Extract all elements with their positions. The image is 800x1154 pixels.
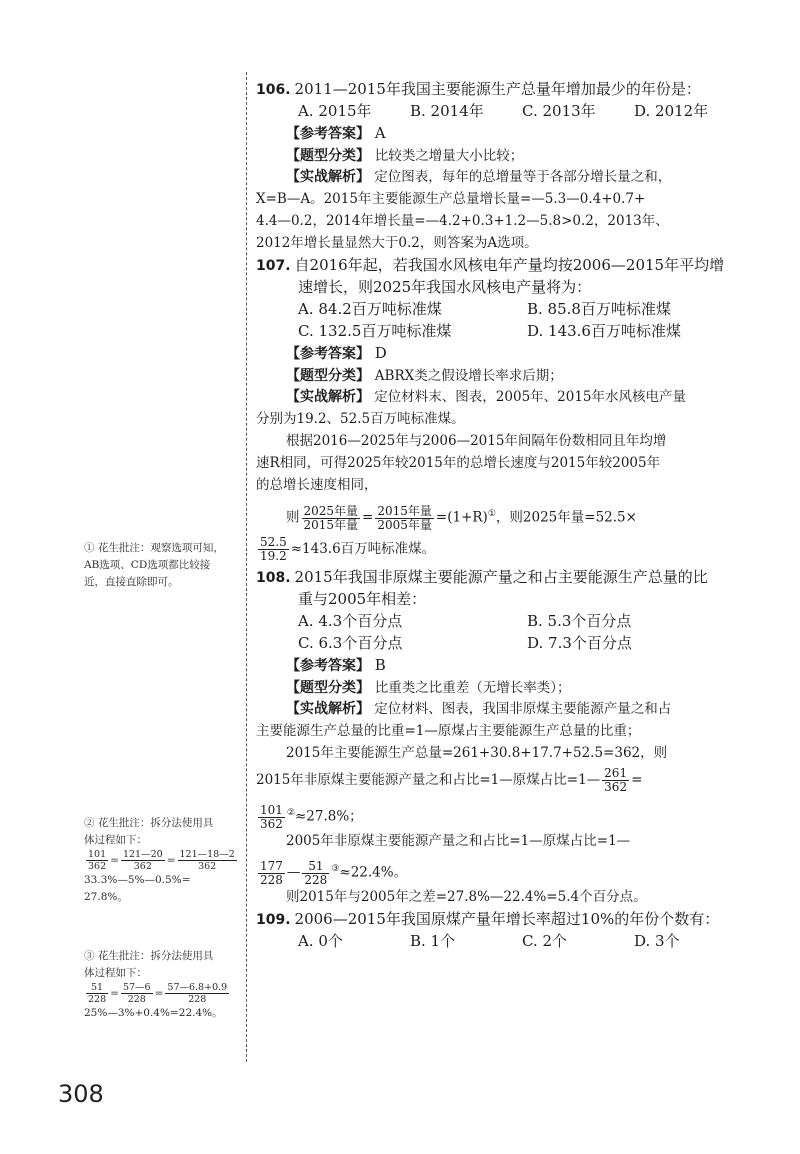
analysis-line: 的总增长速度相同， <box>256 477 378 493</box>
note-formula: $\frac{101}{362}$ = $\frac{121—20}{362}$ = $\frac{121—18—2}{362}$ <box>88 849 235 872</box>
question-106-options <box>256 100 756 122</box>
note-formula: $\frac{51}{228}$ = $\frac{57—6}{228}$ = $\frac{57—6.8+0.9}{228}$ <box>88 982 228 1005</box>
option: D. 3个 <box>634 932 680 950</box>
note-line: AB选项、CD选项都比较接 <box>84 559 211 571</box>
fraction: $\frac{57—6}{228}$ <box>122 982 151 1005</box>
option: C. 2个 <box>522 932 568 950</box>
note-line: ③ 花生批注：拆分法使用具 <box>84 950 214 962</box>
question-107-stem-cont: 速增长，则2025年我国水风核电产量将为： <box>298 278 592 296</box>
option: B. 5.3个百分点 <box>527 612 632 630</box>
fraction: $\frac{\text{2025年量}}{\text{2015年量}}$ <box>303 503 359 532</box>
formula-row: $\frac{101}{362}$ ②≈27.8%； <box>260 802 363 831</box>
option: A. 4.3个百分点 <box>298 612 403 630</box>
formula-row: 则 $\frac{\text{2025年量}}{\text{2015年量}}$ = $\frac{\text{2015年量}}{\text{2005年量}}$ =(1+R)①，则2025年量=52.5× <box>286 503 637 532</box>
option: A. 2015年 <box>298 102 372 120</box>
fraction: $\frac{57—6.8+0.9}{228}$ <box>167 982 228 1005</box>
option: A. 0个 <box>298 932 343 950</box>
analysis-line: 速R相同，可得2025年较2015年的总增长速度与2015年较2005年 <box>256 455 661 471</box>
analysis-line: X=B—A。2015年主要能源生产总量增长量=—5.3—0.4+0.7+ <box>256 191 646 207</box>
option: B. 2014年 <box>410 102 484 120</box>
answer-row: 【参考答案】 D <box>286 344 387 362</box>
side-note-1 <box>84 540 244 591</box>
main-column <box>256 78 756 952</box>
option: C. 132.5百万吨标准煤 <box>298 322 452 340</box>
note-line: 体过程如下： <box>84 967 147 979</box>
formula-row: $\frac{177}{228}$ — $\frac{51}{228}$ ③≈22.4%。 <box>260 858 408 887</box>
option: D. 2012年 <box>634 102 709 120</box>
note-line: 近，直接直除即可。 <box>84 576 179 588</box>
question-108-stem-cont: 重与2005年相差： <box>298 590 427 608</box>
side-note-2 <box>84 815 244 906</box>
analysis-line: 2012年增长量显然大于0.2，则答案为A选项。 <box>256 235 538 251</box>
formula-row: $\frac{52.5}{19.2}$ ≈143.6百万吨标准煤。 <box>260 535 436 563</box>
question-109-stem: 109. 2006—2015年我国原煤产量年增长率超过10%的年份个数有： <box>256 910 720 928</box>
page-number: 308 <box>58 1080 104 1108</box>
option: D. 143.6百万吨标准煤 <box>527 322 681 340</box>
analysis-line: 分别为19.2、52.5百万吨标准煤。 <box>256 411 465 427</box>
fraction: $\frac{\text{2015年量}}{\text{2005年量}}$ <box>377 503 432 532</box>
type-row: 【题型分类】 比重类之比重差（无增长率类）； <box>286 680 571 696</box>
question-107-options <box>256 298 756 320</box>
answer-row: 【参考答案】 A <box>286 124 386 142</box>
option: B. 1个 <box>410 932 456 950</box>
answer-row: 【参考答案】 B <box>286 656 386 674</box>
analysis-line: 主要能源生产总量的比重=1—原煤占主要能源生产总量的比重； <box>256 723 641 739</box>
analysis-line: 则2015年与2005年之差=27.8%—22.4%=5.4个百分点。 <box>286 889 647 905</box>
fraction: $\frac{121—20}{362}$ <box>122 849 163 872</box>
fraction: $\frac{261}{362}$ <box>604 766 628 794</box>
formula-row: 2015年非原煤主要能源产量之和占比=1—原煤占比=1— $\frac{261}{362}$ = <box>256 766 643 794</box>
note-line: 25%—3%+0.4%=22.4%。 <box>84 1007 223 1019</box>
option: B. 85.8百万吨标准煤 <box>527 300 671 318</box>
type-row: 【题型分类】 比较类之增量大小比较； <box>286 148 524 164</box>
note-line: ② 花生批注：拆分法使用具 <box>84 817 214 829</box>
type-row: 【题型分类】 ABRX类之假设增长率求后期； <box>286 368 563 384</box>
analysis-row: 【实战解析】 定位材料、图表，我国非原煤主要能源产量之和占 <box>286 701 672 717</box>
option: A. 84.2百万吨标准煤 <box>298 300 442 318</box>
question-106-stem: 106. 2011—2015年我国主要能源生产总量年增加最少的年份是： <box>256 80 701 98</box>
note-line: 33.3%—5%—0.5%= <box>84 874 191 886</box>
fraction: $\frac{51}{228}$ <box>304 858 328 887</box>
fraction: $\frac{52.5}{19.2}$ <box>260 535 287 563</box>
note-line: 27.8%。 <box>84 891 128 903</box>
fraction: $\frac{51}{228}$ <box>88 982 107 1005</box>
question-108-options <box>256 610 756 632</box>
option: D. 7.3个百分点 <box>527 634 632 652</box>
fraction: $\frac{101}{362}$ <box>260 802 283 831</box>
analysis-line: 4.4—0.2，2014年增长量=—4.2+0.3+1.2—5.8>0.2，2013年、 <box>256 213 669 229</box>
analysis-line: 2005年非原煤主要能源产量之和占比=1—原煤占比=1— <box>286 833 631 849</box>
margin-divider <box>246 72 247 1062</box>
fraction: $\frac{177}{228}$ <box>260 858 283 887</box>
question-107-options <box>256 320 756 342</box>
analysis-row: 【实战解析】 定位图表，每年的总增量等于各部分增长量之和， <box>286 169 672 185</box>
option: C. 6.3个百分点 <box>298 634 403 652</box>
note-line: 体过程如下： <box>84 834 147 846</box>
analysis-line: 2015年主要能源生产总量=261+30.8+17.7+52.5=362，则 <box>286 745 668 761</box>
analysis-line: 根据2016—2025年与2006—2015年间隔年份数相同且年均增 <box>286 433 667 449</box>
question-108-options <box>256 632 756 654</box>
question-108-stem: 108. 2015年我国非原煤主要能源产量之和占主要能源生产总量的比 <box>256 568 708 586</box>
fraction: $\frac{101}{362}$ <box>88 849 107 872</box>
question-107-stem: 107. 自2016年起，若我国水风核电年产量均按2006—2015年平均增 <box>256 256 725 274</box>
fraction: $\frac{121—18—2}{362}$ <box>179 849 235 872</box>
question-109-options <box>256 930 756 952</box>
side-note-3 <box>84 948 244 1022</box>
analysis-row: 【实战解析】 定位材料末、图表，2005年、2015年水风核电产量 <box>286 389 687 405</box>
option: C. 2013年 <box>522 102 596 120</box>
note-line: ① 花生批注：观察选项可知， <box>84 542 224 554</box>
